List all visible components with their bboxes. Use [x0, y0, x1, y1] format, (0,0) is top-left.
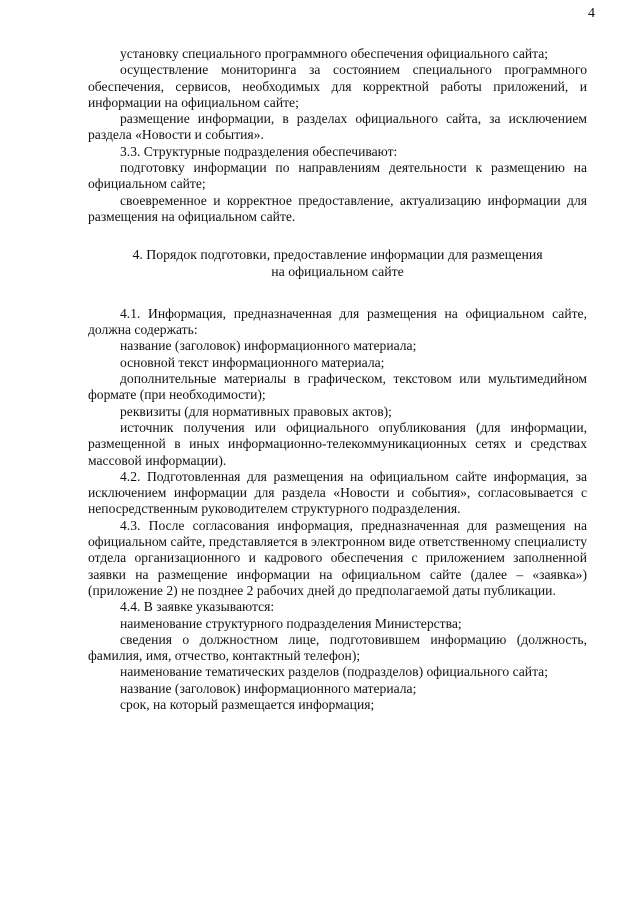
list-item: сведения о должностном лице, подготовившем информацию (должность, фамилия, имя, отчество, контактный телефон);	[88, 631, 587, 664]
paragraph: 4.4. В заявке указываются:	[120, 599, 275, 615]
list-item: название (заголовок) информационного материала;	[120, 338, 417, 354]
page-number: 4	[588, 6, 595, 21]
section-heading	[88, 247, 587, 280]
section-heading-line: на официальном сайте	[271, 263, 404, 279]
list-item: источник получения или официального опубликования (для информации, размещенной в иных информационно-телекоммуникационных сетях и средствах массовой информации).	[88, 419, 587, 468]
paragraph: 4.3. После согласования информация, предназначенная для размещения на официальном сайте, представляется в электронном виде ответственному специалисту отдела организационного и кадрового обеспечения с приложением заполненной заявки на размещение информации на официальном сайте (далее – «заявка») (приложение 2) не позднее 2 рабочих дней до предполагаемой даты публикации.	[88, 517, 587, 598]
paragraph: подготовку информации по направлениям деятельности к размещению на официальном сайте;	[88, 160, 587, 192]
section-heading-line: 4. Порядок подготовки, предоставление информации для размещения	[132, 247, 543, 263]
paragraph: 4.2. Подготовленная для размещения на официальном сайте информация, за исключением информации для раздела «Новости и события», согласовывается с непосредственным руководителем структурного подразделения.	[88, 468, 587, 517]
paragraph: установку специального программного обеспечения официального сайта;	[120, 46, 549, 61]
list-item: реквизиты (для нормативных правовых актов);	[120, 403, 392, 419]
list-item: основной текст информационного материала;	[120, 354, 385, 370]
paragraph: осуществление мониторинга за состоянием специального программного обеспечения, сервисов, необходимых для корректной работы приложений, и информации на официальном сайте;	[88, 62, 587, 110]
paragraph: размещение информации, в разделах официального сайта, за исключением раздела «Новости и события».	[88, 111, 587, 143]
paragraph: своевременное и корректное предоставление, актуализацию информации для размещения на официальном сайте.	[88, 192, 587, 224]
paragraph: 4.1. Информация, предназначенная для размещения на официальном сайте, должна содержать:	[88, 305, 587, 338]
document-body	[88, 46, 587, 713]
paragraph: 3.3. Структурные подразделения обеспечивают:	[120, 143, 398, 159]
list-item: срок, на который размещается информация;	[120, 696, 375, 712]
list-item: дополнительные материалы в графическом, текстовом или мультимедийном формате (при необходимости);	[88, 371, 587, 403]
list-item: название (заголовок) информационного материала;	[120, 680, 417, 696]
list-item: наименование тематических разделов (подразделов) официального сайта;	[120, 664, 548, 680]
list-item: наименование структурного подразделения Министерства;	[120, 615, 462, 631]
